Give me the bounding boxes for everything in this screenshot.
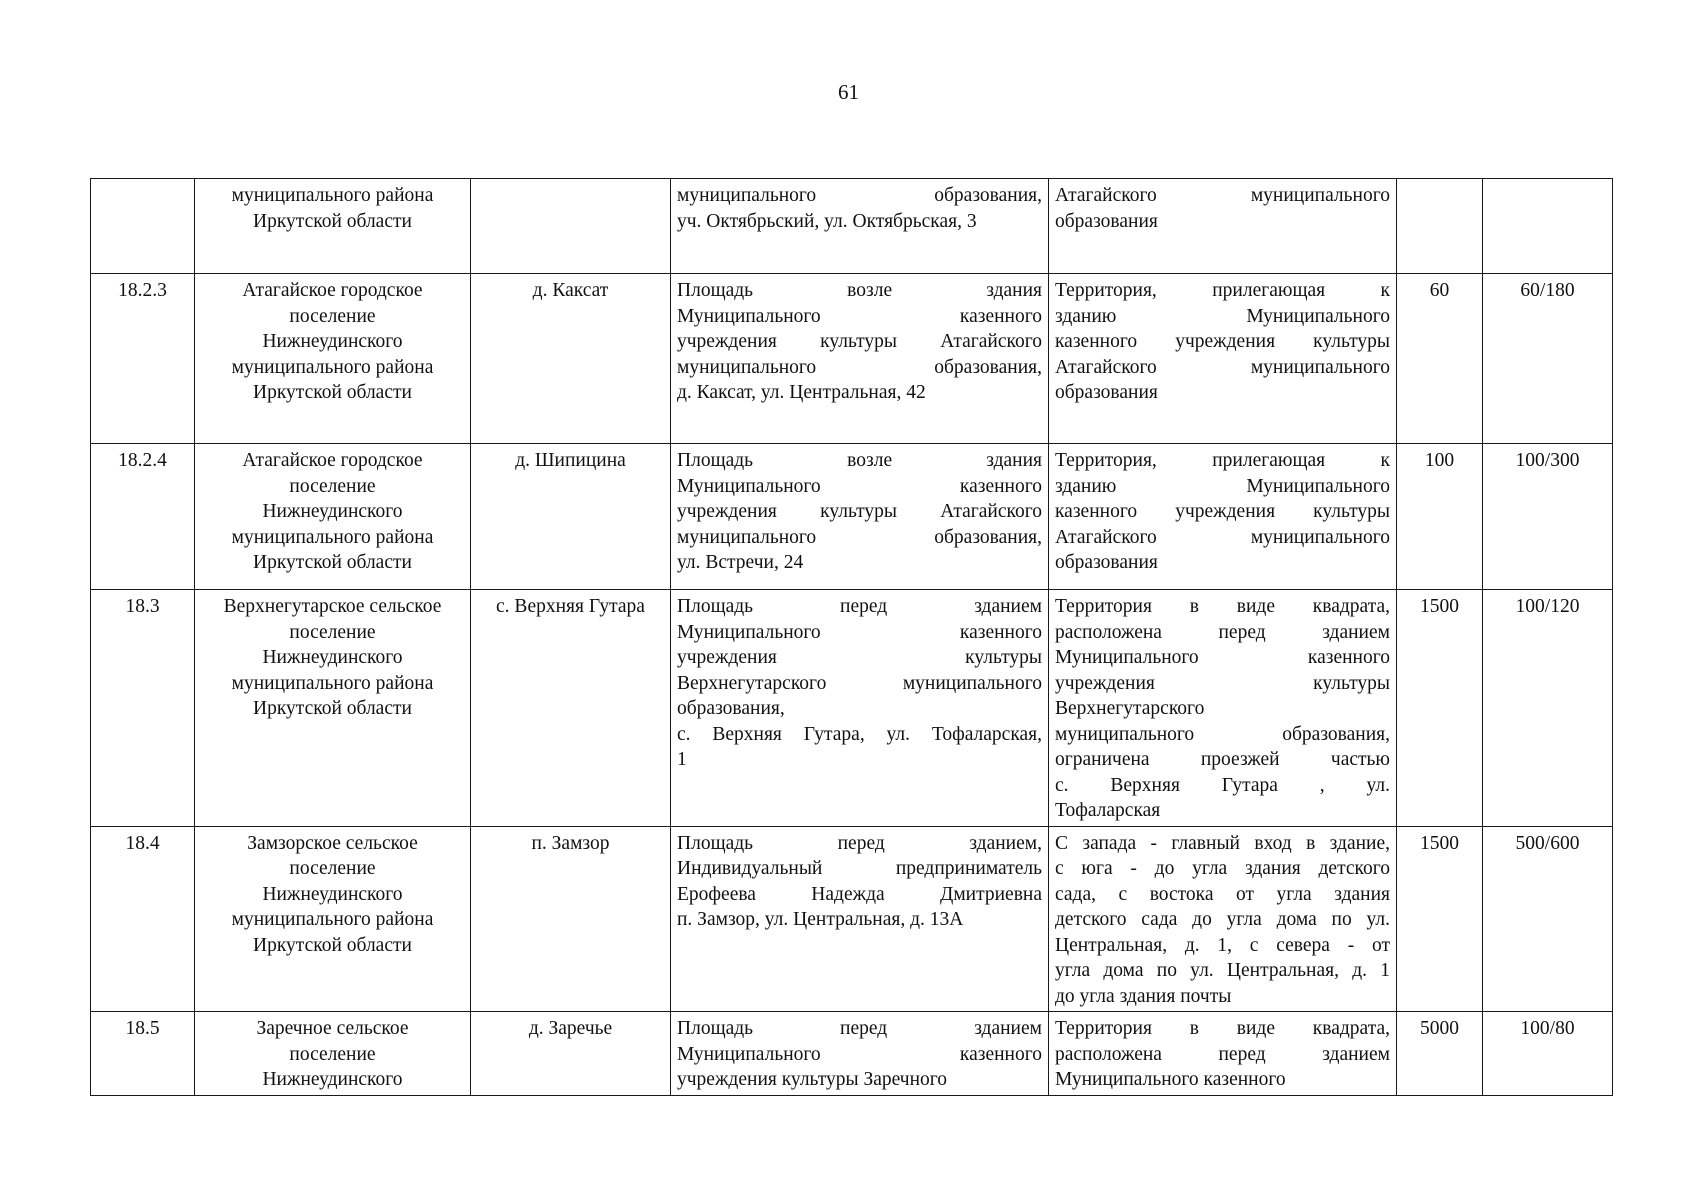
territory-line: Территория, прилегающая к [1055,450,1390,471]
settlement-line: Верхнегутарское сельское [223,596,442,617]
territory-line: Атагайского муниципального [1055,526,1390,548]
address-line: Верхнегутарского муниципального [677,672,1042,694]
locality-cell: д. Каксат [471,274,671,444]
territory-cell [1049,444,1397,590]
locality-cell: д. Заречье [471,1012,671,1096]
address-line: муниципального образования, [677,356,1042,378]
territory-line: зданию Муниципального [1055,475,1390,497]
capacity-cell: 100/80 [1483,1012,1613,1096]
territory-line: ограничена проезжей частью [1055,749,1390,770]
territory-line: детского сада до угла дома по ул. [1055,909,1390,930]
row-number-cell [91,179,195,274]
address-line: образования, [677,698,785,719]
address-line: Площадь перед зданием [677,1018,1042,1039]
territory-cell [1049,826,1397,1012]
capacity-cell: 60/180 [1483,274,1613,444]
page-number: 61 [838,80,859,104]
territory-line: сада, с востока от угла здания [1055,883,1390,905]
settlement-line: Атагайское городское [242,450,423,471]
territory-cell [1049,1012,1397,1096]
territory-line: Атагайского муниципального [1055,185,1390,206]
locality-cell: с. Верхняя Гутара [471,590,671,827]
territory-cell [1049,590,1397,827]
address-line: Индивидуальный предприниматель [677,858,1042,879]
territory-line: С запада - главный вход в здание, [1055,832,1390,854]
territory-line: образования [1055,382,1158,403]
territory-line: казенного учреждения культуры [1055,331,1390,352]
territory-line: с юга - до угла здания детского [1055,858,1390,879]
settlement-cell [195,444,471,590]
settlement-cell [195,274,471,444]
settlement-line: Атагайское городское [242,280,423,301]
settlement-line: Нижнеудинского [262,331,403,352]
address-line: Муниципального казенного [677,1043,1042,1065]
settlement-line: муниципального района [231,356,434,378]
capacity-cell: 500/600 [1483,826,1613,1012]
address-line: муниципального образования, [677,526,1042,548]
locality-cell: п. Замзор [471,826,671,1012]
address-line: Муниципального казенного [677,305,1042,327]
territory-cell [1049,179,1397,274]
area-cell: 60 [1397,274,1483,444]
address-line: учреждения культуры Атагайского [677,331,1042,352]
territory-line: Территория, прилегающая к [1055,280,1390,301]
territory-line: с. Верхняя Гутара , ул. [1055,774,1390,796]
area-cell: 1500 [1397,590,1483,827]
settlement-cell [195,179,471,274]
table-row [91,1012,1613,1096]
locality-cell: д. Шипицина [471,444,671,590]
table-row [91,590,1613,827]
address-line: учреждения культуры Заречного [677,1069,948,1090]
address-cell [671,444,1049,590]
settlement-cell [195,590,471,827]
row-number-cell: 18.2.3 [91,274,195,444]
territory-line: расположена перед зданием [1055,1043,1390,1065]
settlement-line: Замзорское сельское [247,832,418,854]
address-cell [671,826,1049,1012]
settlement-cell [195,1012,471,1096]
address-line: ул. Встречи, 24 [677,552,804,573]
address-line: учреждения культуры Атагайского [677,501,1042,522]
settlement-line: муниципального района [231,185,434,206]
address-line: с. Верхняя Гутара, ул. Тофаларская, [677,723,1042,745]
territory-line: Муниципального казенного [1055,647,1390,668]
settlement-line: Нижнеудинского [262,647,403,668]
address-line: Площадь возле здания [677,450,1042,471]
address-line: 1 [677,749,687,770]
settlement-line: поселение [289,475,376,497]
address-line: уч. Октябрьский, ул. Октябрьская, 3 [677,210,977,232]
settlement-line: муниципального района [231,526,434,548]
capacity-cell: 100/300 [1483,444,1613,590]
territory-line: Тофаларская [1055,800,1161,821]
settlement-line: Иркутской области [253,934,412,956]
address-line: д. Каксат, ул. Центральная, 42 [677,382,926,403]
territory-line: расположена перед зданием [1055,621,1390,643]
address-line: Муниципального казенного [677,475,1042,497]
settlement-line: Иркутской области [253,382,412,403]
settlement-line: Заречное сельское [256,1018,409,1039]
address-line: Ерофеева Надежда Дмитриевна [677,883,1042,905]
address-line: Площадь возле здания [677,280,1042,301]
row-number-cell: 18.5 [91,1012,195,1096]
settlement-line: Нижнеудинского [262,883,403,905]
registry-table [90,178,1613,1096]
row-number-cell: 18.4 [91,826,195,1012]
territory-line: образования [1055,552,1158,573]
row-number-cell: 18.3 [91,590,195,827]
settlement-line: поселение [289,858,376,879]
address-line: Площадь перед зданием, [677,832,1042,854]
territory-line: Атагайского муниципального [1055,356,1390,378]
address-line: Муниципального казенного [677,621,1042,643]
address-cell [671,179,1049,274]
territory-line: муниципального образования, [1055,723,1390,745]
address-cell [671,274,1049,444]
settlement-line: Иркутской области [253,552,412,573]
settlement-line: Иркутской области [253,210,412,232]
territory-line: Территория в виде квадрата, [1055,1018,1390,1039]
address-line: Площадь перед зданием [677,596,1042,617]
settlement-line: поселение [289,305,376,327]
settlement-line: Нижнеудинского [262,501,403,522]
area-cell: 1500 [1397,826,1483,1012]
territory-line: Центральная, д. 1, с севера - от [1055,934,1390,956]
territory-cell [1049,274,1397,444]
settlement-cell [195,826,471,1012]
settlement-line: муниципального района [231,672,434,694]
table-row [91,444,1613,590]
territory-line: Территория в виде квадрата, [1055,596,1390,617]
settlement-line: Нижнеудинского [262,1069,403,1090]
address-cell [671,590,1049,827]
settlement-line: поселение [289,1043,376,1065]
area-cell [1397,179,1483,274]
locality-cell [471,179,671,274]
territory-line: учреждения культуры [1055,672,1390,694]
address-line: муниципального образования, [677,185,1042,206]
territory-line: до угла здания почты [1055,985,1232,1007]
table-row [91,274,1613,444]
table-row [91,179,1613,274]
territory-line: образования [1055,210,1158,232]
address-cell [671,1012,1049,1096]
address-line: учреждения культуры [677,647,1042,668]
area-cell: 100 [1397,444,1483,590]
territory-line: казенного учреждения культуры [1055,501,1390,522]
settlement-line: муниципального района [231,909,434,930]
territory-line: Муниципального казенного [1055,1069,1286,1090]
table-row [91,826,1613,1012]
territory-line: зданию Муниципального [1055,305,1390,327]
row-number-cell: 18.2.4 [91,444,195,590]
territory-line: угла дома по ул. Центральная, д. 1 [1055,960,1390,981]
settlement-line: Иркутской области [253,698,412,719]
capacity-cell: 100/120 [1483,590,1613,827]
territory-line: Верхнегутарского [1055,698,1205,719]
area-cell: 5000 [1397,1012,1483,1096]
address-line: п. Замзор, ул. Центральная, д. 13А [677,909,964,930]
capacity-cell [1483,179,1613,274]
settlement-line: поселение [289,621,376,643]
